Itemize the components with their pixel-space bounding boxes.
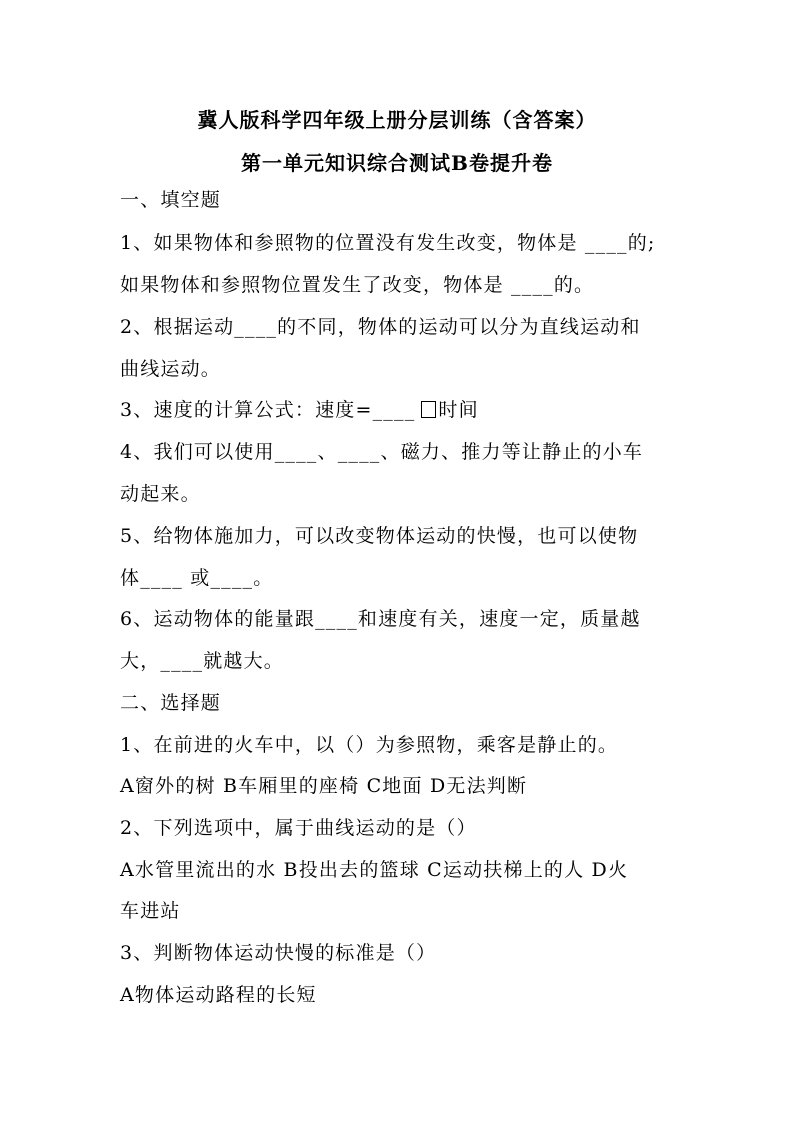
document-title: 冀人版科学四年级上册分层训练（含答案） <box>197 108 597 132</box>
section-heading-fill-blank: 一、填空题 <box>120 189 222 211</box>
fill-q5-line1: 5、给物体施加力，可以改变物体运动的快慢，也可以使物 <box>120 525 639 547</box>
choice-q2-options-line2: 车进站 <box>120 900 181 922</box>
fill-q3-time: 时间 <box>438 399 479 421</box>
fill-q4-line2: 动起来。 <box>120 483 201 505</box>
section-heading-choice: 二、选择题 <box>120 692 222 714</box>
fill-q2-line1: 2、根据运动____的不同，物体的运动可以分为直线运动和 <box>120 316 641 338</box>
fill-q3 <box>120 398 680 422</box>
fill-q6-line2: 大，____就越大。 <box>120 650 285 672</box>
choice-q3-stem: 3、判断物体运动快慢的标准是（） <box>120 942 437 964</box>
fill-q5-line2: 体____ 或____。 <box>120 567 274 589</box>
fill-q1-line2: 如果物体和参照物位置发生了改变，物体是 ____的。 <box>120 274 595 296</box>
fill-q2-line2: 曲线运动。 <box>120 358 222 380</box>
fill-q6-line1: 6、运动物体的能量跟____和速度有关，速度一定，质量越 <box>120 608 641 630</box>
choice-q1-stem: 1、在前进的火车中，以（）为参照物，乘客是静止的。 <box>120 734 619 756</box>
document-subtitle: 第一单元知识综合测试B卷提升卷 <box>241 151 553 175</box>
fill-q3-formula: 3、速度的计算公式：速度=____ <box>120 399 416 421</box>
fill-q1-line1: 1、如果物体和参照物的位置没有发生改变，物体是 ____的; <box>120 232 656 254</box>
choice-q3-option-a: A物体运动路程的长短 <box>120 984 317 1006</box>
choice-q2-stem: 2、下列选项中，属于曲线运动的是（） <box>120 817 477 839</box>
choice-q1-options: A窗外的树 B车厢里的座椅 C地面 D无法判断 <box>120 775 528 797</box>
fill-q4-line1: 4、我们可以使用____、____、磁力、推力等让静止的小车 <box>120 441 644 463</box>
choice-q2-options-line1: A水管里流出的水 B投出去的篮球 C运动扶梯上的人 D火 <box>120 859 629 881</box>
division-box-icon <box>421 401 436 418</box>
